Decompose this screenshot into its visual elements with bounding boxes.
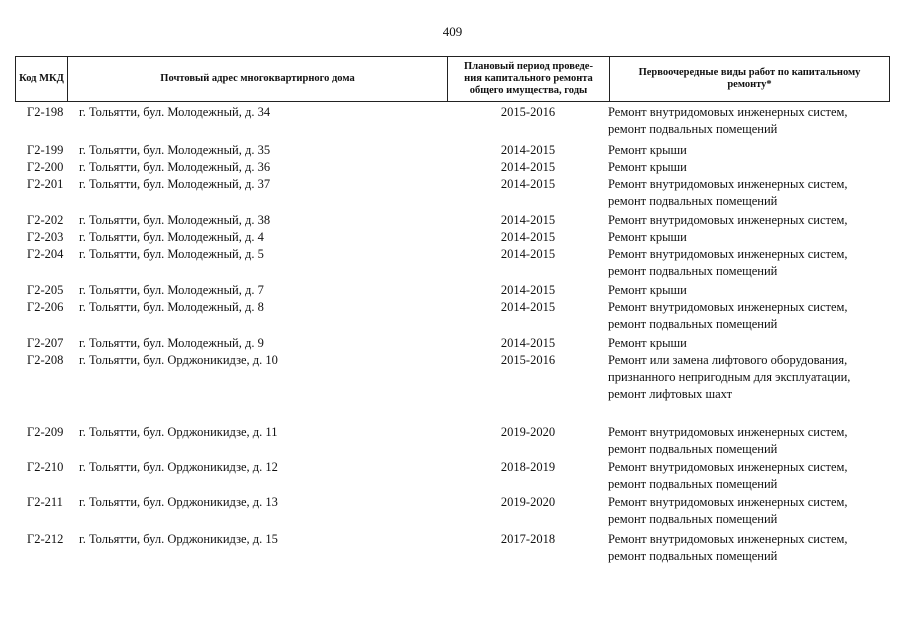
repair-period: 2014-2015 (500, 336, 556, 350)
mkd-code: Г2-198 (27, 105, 64, 119)
header-period (447, 57, 609, 101)
repair-work-line: ремонт подвальных помещений (608, 317, 778, 331)
mkd-code: Г2-207 (27, 336, 64, 350)
repair-works (608, 282, 890, 299)
postal-address: г. Тольятти, бул. Молодежный, д. 34 (79, 105, 271, 119)
header-code-label: Код МКД (19, 73, 64, 84)
repair-period: 2014-2015 (500, 177, 556, 191)
repair-work-line: Ремонт крыши (608, 230, 687, 244)
postal-address: г. Тольятти, бул. Орджоникидзе, д. 15 (79, 532, 278, 546)
repair-works (608, 246, 890, 280)
repair-work-line: Ремонт внутридомовых инженерных систем, (608, 425, 848, 439)
repair-work-line: Ремонт внутридомовых инженерных систем, (608, 532, 848, 546)
repair-period: 2014-2015 (500, 160, 556, 174)
repair-work-line: Ремонт крыши (608, 143, 687, 157)
postal-address: г. Тольятти, бул. Молодежный, д. 36 (79, 160, 271, 174)
mkd-code: Г2-210 (27, 460, 64, 474)
header-works (609, 57, 890, 101)
repair-works (608, 229, 890, 246)
repair-period: 2014-2015 (500, 230, 556, 244)
repair-works (608, 424, 890, 458)
repair-work-line: ремонт подвальных помещений (608, 194, 778, 208)
postal-address: г. Тольятти, бул. Молодежный, д. 9 (79, 336, 264, 350)
postal-address: г. Тольятти, бул. Молодежный, д. 35 (79, 143, 271, 157)
postal-address: г. Тольятти, бул. Орджоникидзе, д. 10 (79, 353, 278, 367)
mkd-code: Г2-199 (27, 143, 64, 157)
repair-works (608, 335, 890, 352)
header-period-line: ния капитального ремонта (464, 73, 593, 84)
repair-period: 2015-2016 (500, 353, 556, 367)
repair-period: 2014-2015 (500, 300, 556, 314)
header-address-label: Почтовый адрес многоквартирного дома (160, 73, 355, 84)
mkd-code: Г2-212 (27, 532, 64, 546)
postal-address: г. Тольятти, бул. Молодежный, д. 7 (79, 283, 264, 297)
repair-period: 2014-2015 (500, 143, 556, 157)
repair-work-line: Ремонт внутридомовых инженерных систем, (608, 105, 848, 119)
repair-period: 2014-2015 (500, 283, 556, 297)
repair-works (608, 142, 890, 159)
repair-works (608, 459, 890, 493)
repair-work-line: ремонт подвальных помещений (608, 477, 778, 491)
repair-period: 2015-2016 (500, 105, 556, 119)
mkd-code: Г2-206 (27, 300, 64, 314)
repair-work-line: Ремонт внутридомовых инженерных систем, (608, 460, 848, 474)
postal-address: г. Тольятти, бул. Молодежный, д. 38 (79, 213, 271, 227)
header-code (15, 57, 67, 101)
repair-works (608, 176, 890, 210)
header-works-line: ремонту* (727, 79, 772, 90)
postal-address: г. Тольятти, бул. Молодежный, д. 4 (79, 230, 264, 244)
repair-work-line: Ремонт или замена лифтового оборудования, (608, 353, 848, 367)
mkd-code: Г2-205 (27, 283, 64, 297)
postal-address: г. Тольятти, бул. Молодежный, д. 37 (79, 177, 271, 191)
repair-period: 2014-2015 (500, 213, 556, 227)
repair-work-line: ремонт лифтовых шахт (608, 387, 733, 401)
header-works-line: Первоочередные виды работ по капитальному (638, 67, 861, 78)
repair-period: 2014-2015 (500, 247, 556, 261)
repair-works (608, 494, 890, 528)
repair-period: 2019-2020 (500, 495, 556, 509)
header-period-line: Плановый период проведе- (464, 61, 593, 72)
postal-address: г. Тольятти, бул. Орджоникидзе, д. 13 (79, 495, 278, 509)
repair-work-line: Ремонт внутридомовых инженерных систем, (608, 300, 848, 314)
repair-works (608, 299, 890, 333)
repair-period: 2018-2019 (500, 460, 556, 474)
repair-work-line: Ремонт крыши (608, 283, 687, 297)
repair-works (608, 104, 890, 138)
postal-address: г. Тольятти, бул. Орджоникидзе, д. 12 (79, 460, 278, 474)
repair-work-line: признанного непригодным для эксплуатации, (608, 370, 851, 384)
table-header (15, 56, 890, 102)
repair-work-line: ремонт подвальных помещений (608, 549, 778, 563)
repair-work-line: Ремонт крыши (608, 160, 687, 174)
header-period-line: общего имущества, годы (469, 85, 588, 96)
mkd-code: Г2-209 (27, 425, 64, 439)
repair-period: 2019-2020 (500, 425, 556, 439)
repair-work-line: Ремонт внутридомовых инженерных систем, (608, 213, 848, 227)
repair-work-line: Ремонт крыши (608, 336, 687, 350)
header-address (67, 57, 447, 101)
mkd-code: Г2-200 (27, 160, 64, 174)
repair-work-line: ремонт подвальных помещений (608, 264, 778, 278)
mkd-code: Г2-208 (27, 353, 64, 367)
mkd-code: Г2-204 (27, 247, 64, 261)
mkd-code: Г2-201 (27, 177, 64, 191)
repair-work-line: Ремонт внутридомовых инженерных систем, (608, 247, 848, 261)
postal-address: г. Тольятти, бул. Молодежный, д. 5 (79, 247, 264, 261)
repair-work-line: Ремонт внутридомовых инженерных систем, (608, 177, 848, 191)
mkd-code: Г2-211 (27, 495, 63, 509)
repair-works (608, 159, 890, 176)
repair-work-line: ремонт подвальных помещений (608, 512, 778, 526)
repair-works (608, 531, 890, 565)
repair-period: 2017-2018 (500, 532, 556, 546)
repair-work-line: ремонт подвальных помещений (608, 442, 778, 456)
page-number: 409 (442, 24, 463, 39)
postal-address: г. Тольятти, бул. Орджоникидзе, д. 11 (79, 425, 278, 439)
mkd-code: Г2-202 (27, 213, 64, 227)
repair-work-line: ремонт подвальных помещений (608, 122, 778, 136)
repair-work-line: Ремонт внутридомовых инженерных систем, (608, 495, 848, 509)
postal-address: г. Тольятти, бул. Молодежный, д. 8 (79, 300, 264, 314)
repair-works (608, 352, 890, 403)
repair-works (608, 212, 890, 229)
mkd-code: Г2-203 (27, 230, 64, 244)
